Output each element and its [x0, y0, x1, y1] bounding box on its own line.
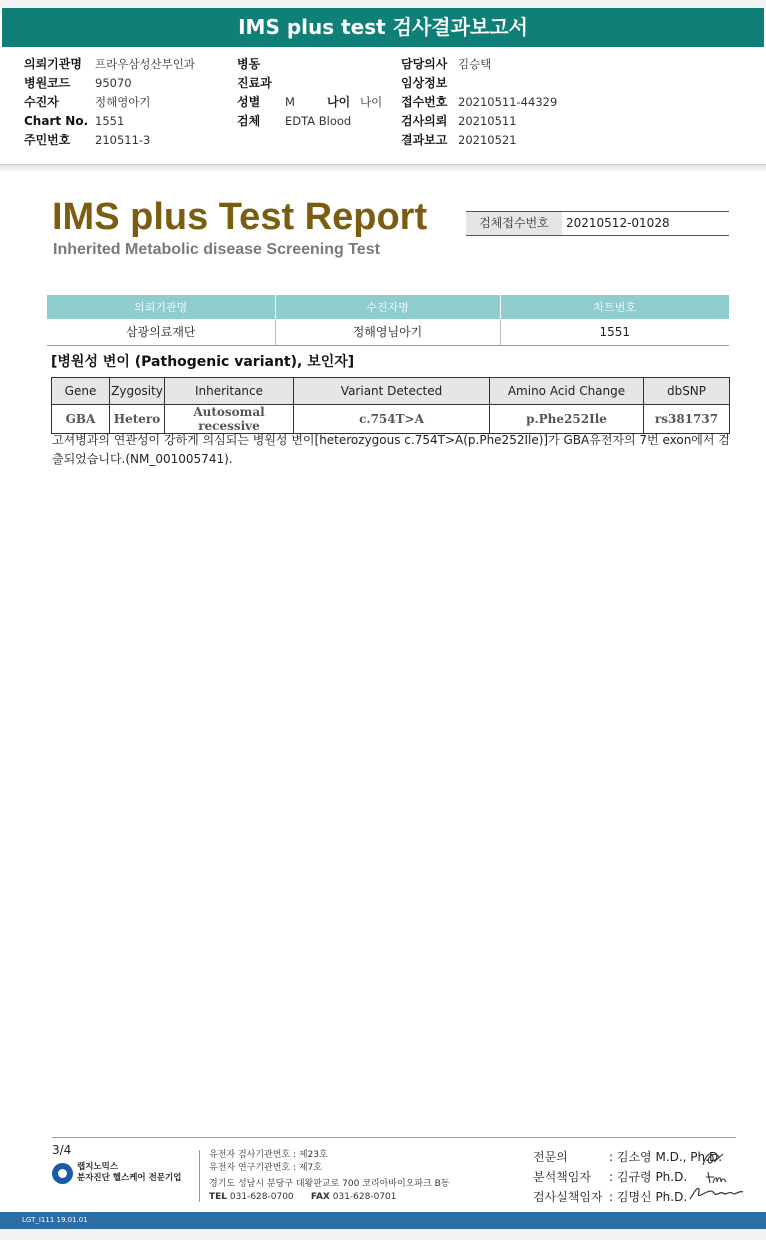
table-header-cell: 수진자명 — [275, 295, 500, 319]
table-header-cell: 의뢰기관명 — [47, 295, 275, 319]
signer-name: : 김규령 Ph.D. — [609, 1170, 688, 1184]
table-cell: 삼광의료재단 — [47, 319, 275, 345]
info-row-patient — [24, 93, 195, 112]
signer-role: 전문의 — [533, 1150, 568, 1164]
logo-text — [77, 1162, 181, 1184]
signer-name: : 김명신 Ph.D. — [609, 1190, 688, 1204]
variant-section-heading: [병원성 변이 (Pathogenic variant), 보인자] — [51, 354, 355, 370]
signer-role: 검사실책임자 — [533, 1190, 603, 1204]
info-value: 1551 — [95, 114, 125, 128]
info-label: 주민번호 — [24, 133, 71, 147]
info-label: 담당의사 — [401, 57, 448, 71]
info-value: 정해영아기 — [95, 95, 151, 109]
info-label: 병동 — [237, 57, 261, 71]
table-row — [52, 405, 730, 434]
info-row-ward — [237, 55, 351, 74]
accession-box — [466, 211, 729, 236]
info-value: M — [285, 95, 295, 109]
table-cell: rs381737 — [644, 405, 730, 434]
report-title: IMS plus Test Report — [52, 196, 428, 238]
bottom-strip — [0, 1229, 766, 1240]
info-column-1 — [24, 55, 195, 150]
info-row-chart-no — [24, 112, 195, 131]
footer-info — [209, 1149, 449, 1204]
signer-row — [533, 1147, 722, 1167]
tel-value: 031-628-0700 — [229, 1192, 294, 1202]
logo-line-1: 랩지노믹스 — [77, 1162, 119, 1172]
info-value: 20210511 — [458, 114, 517, 128]
info-column-3 — [401, 55, 557, 150]
accession-label: 검체접수번호 — [466, 212, 562, 235]
signer-role: 분석책임자 — [533, 1170, 591, 1184]
header-divider-shadow — [0, 165, 766, 173]
patient-table-header — [47, 295, 729, 319]
info-row-report-date — [401, 131, 557, 150]
signature-1-icon — [700, 1148, 726, 1170]
info-label: 진료과 — [237, 76, 272, 90]
table-cell: c.754T>A — [294, 405, 490, 434]
info-label: 병원코드 — [24, 76, 71, 90]
info-row-clinical-info — [401, 74, 557, 93]
info-row-department — [237, 74, 351, 93]
patient-table — [47, 295, 729, 346]
table-cell: 정해영님아기 — [275, 319, 500, 345]
table-row — [47, 319, 729, 345]
table-cell: Autosomal recessive — [165, 405, 294, 434]
footer-info-line: 유전자 검사기관번호 : 제23호 — [209, 1150, 328, 1160]
report-header-title: IMS plus test 검사결과보고서 — [2, 8, 764, 47]
logo-icon — [52, 1163, 73, 1184]
info-value: 김승택 — [458, 57, 492, 71]
info-label: 성별 — [237, 95, 261, 109]
info-label: 수진자 — [24, 95, 59, 109]
variant-description: 고셔병과의 연관성이 강하게 의심되는 병원성 변이[heterozygous c.754T>A(p.Phe252Ile)]가 GBA유전자의 7번 exon에서 검출되었습니다.(NM_001005741). — [52, 433, 730, 466]
table-cell: 1551 — [500, 319, 729, 345]
form-code: LGT_I111 19.01.01 — [22, 1216, 88, 1224]
table-header-cell: Variant Detected — [294, 378, 490, 405]
info-value-age: 나이 — [360, 95, 383, 109]
info-value: 210511-3 — [95, 133, 151, 147]
table-header-cell: Gene — [52, 378, 110, 405]
table-header-cell: Amino Acid Change — [490, 378, 644, 405]
fax-value: 031-628-0701 — [332, 1192, 397, 1202]
signature-3-icon — [687, 1183, 745, 1203]
footer-info-line: 유전자 연구기관번호 : 제7호 — [209, 1163, 322, 1173]
footer-divider — [52, 1137, 736, 1138]
info-label-age: 나이 — [327, 95, 351, 109]
table-cell: Hetero — [110, 405, 165, 434]
page-number: 3/4 — [52, 1143, 72, 1157]
logo-line-2: 분자진단 헬스케어 전문기업 — [77, 1173, 182, 1183]
info-row-hospital-code — [24, 74, 195, 93]
info-value: 20210511-44329 — [458, 95, 558, 109]
info-row-institution — [24, 55, 195, 74]
table-header-cell: Zygosity — [110, 378, 165, 405]
info-label: 의뢰기관명 — [24, 57, 82, 71]
footer-info-line: 경기도 성남시 분당구 대왕판교로 700 코리아바이오파크 B동 — [209, 1179, 450, 1189]
tel-label: TEL — [209, 1192, 228, 1202]
fax-label: FAX — [310, 1192, 330, 1202]
info-value: 프라우삼성산부인과 — [95, 57, 195, 71]
table-header-cell: Inheritance — [165, 378, 294, 405]
info-row-receipt-no — [401, 93, 557, 112]
info-value: 20210521 — [458, 133, 517, 147]
variant-table — [51, 377, 730, 434]
form-code-bar — [0, 1212, 766, 1229]
info-value: 95070 — [95, 76, 132, 90]
signer-name: : 김소영 M.D., Ph.D. — [609, 1150, 723, 1164]
variant-table-header — [52, 378, 730, 405]
info-label: 결과보고 — [401, 133, 448, 147]
table-cell: GBA — [52, 405, 110, 434]
table-header-cell: 차트번호 — [500, 295, 729, 319]
info-label: Chart No. — [24, 114, 89, 128]
info-row-physician — [401, 55, 557, 74]
info-label: 임상정보 — [401, 76, 448, 90]
accession-value: 20210512-01028 — [566, 216, 670, 230]
info-row-resident-no — [24, 131, 195, 150]
footer-vertical-divider — [199, 1150, 200, 1202]
company-logo — [52, 1162, 181, 1184]
table-header-cell: dbSNP — [644, 378, 730, 405]
footer-contact — [209, 1191, 449, 1204]
report-subtitle: Inherited Metabolic disease Screening Test — [53, 241, 380, 258]
top-bar — [0, 0, 766, 8]
info-value: EDTA Blood — [285, 114, 352, 128]
info-row-specimen — [237, 112, 351, 131]
info-label: 검체 — [237, 114, 261, 128]
table-cell: p.Phe252Ile — [490, 405, 644, 434]
info-row-request-date — [401, 112, 557, 131]
info-label: 검사의뢰 — [401, 114, 448, 128]
info-label: 접수번호 — [401, 95, 448, 109]
